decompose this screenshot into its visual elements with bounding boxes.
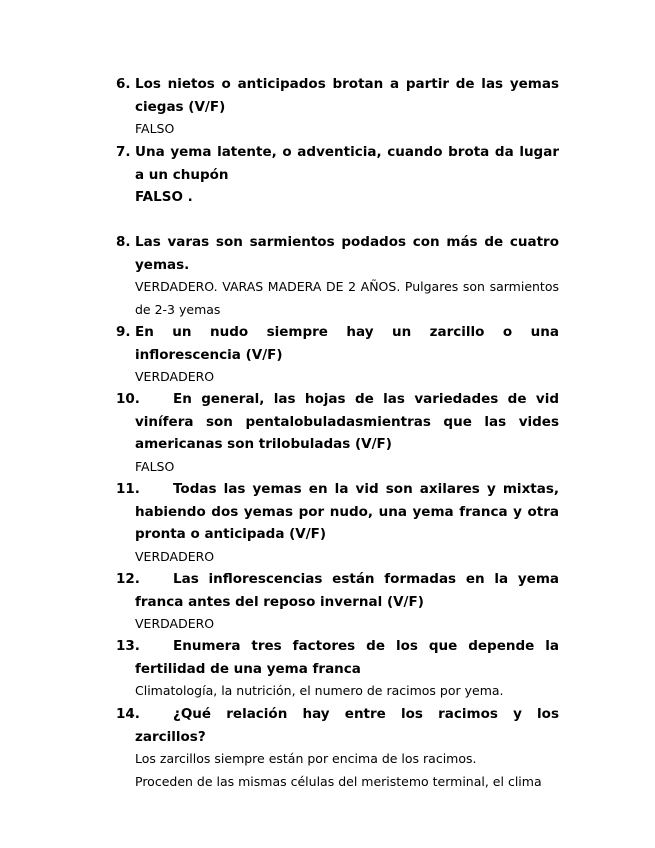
question-text: Todas las yemas en la vid son axilares y mixtas, habiendo dos yemas por nudo, una yema franca y otra pronta o anticipada (V/F)	[135, 481, 559, 542]
question-number: 10.	[116, 391, 140, 407]
answer-text: Los zarcillos siempre están por encima de los racimos.	[135, 751, 477, 766]
question-13	[116, 635, 559, 703]
answer-text: FALSO .	[135, 189, 193, 205]
question-text: En un nudo siempre hay un zarcillo o una inflorescencia (V/F)	[135, 324, 559, 363]
question-text: ¿Qué relación hay entre los racimos y los zarcillos?	[135, 706, 559, 745]
question-text: Las inflorescencias están formadas en la yema franca antes del reposo invernal (V/F)	[135, 571, 559, 610]
question-12	[116, 568, 559, 636]
question-11	[116, 478, 559, 568]
question-6	[116, 73, 559, 141]
question-number: 8.	[116, 234, 131, 250]
answer-text: FALSO	[135, 121, 175, 136]
answer-text: FALSO	[135, 458, 175, 474]
question-10	[116, 388, 559, 478]
question-text: En general, las hojas de las variedades de vid vinífera son pentalobuladasmientras que las vides americanas son trilobuladas (V/F)	[135, 391, 559, 452]
answer-text: VERDADERO. VARAS MADERA DE 2 AÑOS. Pulgares son sarmientos de 2-3 yemas	[135, 279, 559, 317]
question-7	[116, 141, 559, 209]
question-number: 12.	[116, 571, 140, 587]
question-number: 6.	[116, 76, 131, 92]
answer-text: Climatología, la nutrición, el numero de racimos por yema.	[135, 683, 504, 698]
answer-text: Proceden de las mismas células del meristemo terminal, el clima	[135, 773, 542, 789]
answer-text: VERDADERO	[135, 548, 215, 564]
question-text: Las varas son sarmientos podados con más de cuatro yemas.	[135, 234, 559, 273]
question-text: Los nietos o anticipados brotan a partir de las yemas ciegas (V/F)	[135, 76, 559, 115]
question-number: 9.	[116, 324, 131, 340]
question-number: 14.	[116, 706, 140, 722]
answer-text: VERDADERO	[135, 616, 215, 631]
question-text: Enumera tres factores de los que depende la fertilidad de una yema franca	[135, 638, 559, 677]
question-9	[116, 321, 559, 389]
question-number: 13.	[116, 638, 140, 654]
question-text: Una yema latente, o adventicia, cuando brota da lugar a un chupón	[135, 144, 559, 183]
question-14	[116, 703, 559, 793]
question-number: 11.	[116, 481, 140, 497]
answer-text: VERDADERO	[135, 369, 215, 384]
question-8	[116, 231, 559, 321]
question-number: 7.	[116, 144, 131, 160]
